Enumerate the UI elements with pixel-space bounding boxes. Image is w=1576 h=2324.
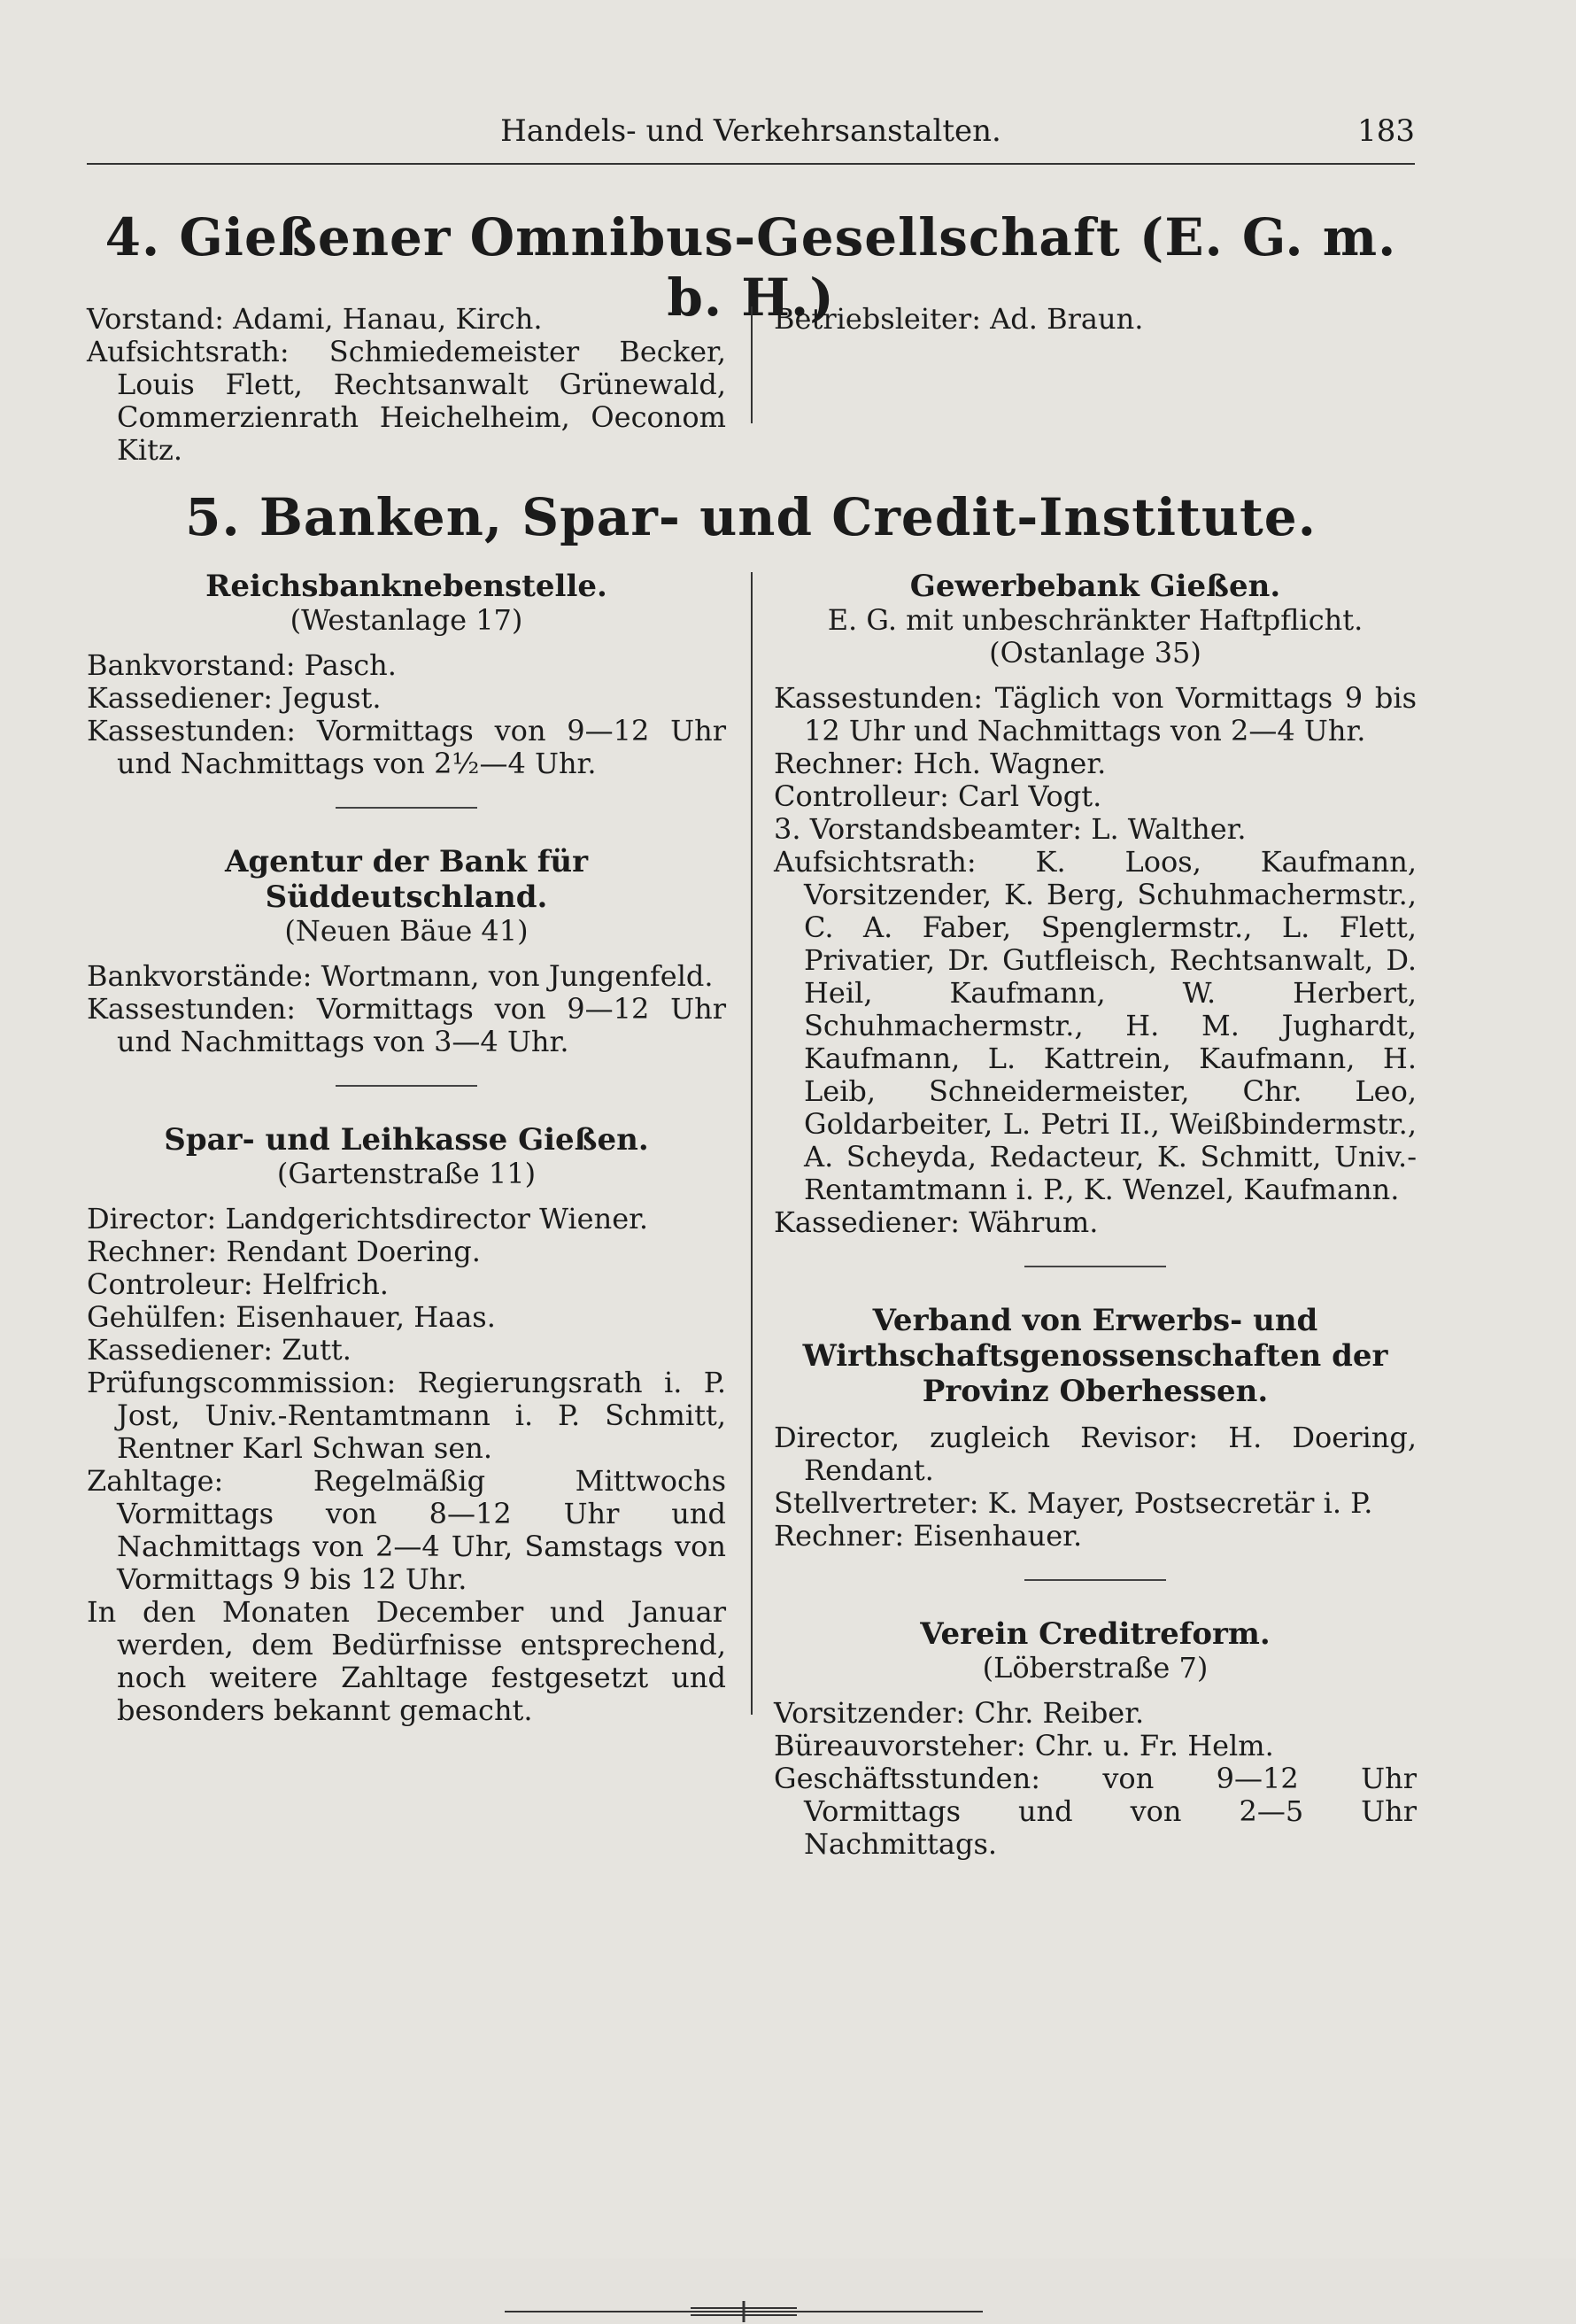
text-line: Gehülfen: Eisenhauer, Haas.	[87, 1300, 496, 1334]
block-separator	[1024, 1579, 1166, 1581]
text-line: Controleur: Helfrich.	[87, 1267, 389, 1301]
text-line: Büreauvorsteher: Chr. u. Fr. Helm.	[774, 1729, 1274, 1762]
section-5-title: 5. Banken, Spar- und Credit-Institute.	[185, 487, 1317, 547]
text-line: Aufsichtsrath: Schmiedemeister Becker, Louis Flett, Rechtsanwalt Grünewald, Commerzienrath Heichelheim, Oeconom Kitz.	[87, 335, 726, 467]
block-subtitle: E. G. mit unbeschränkter Haftpflicht.	[827, 603, 1364, 637]
text-line: Rechner: Rendant Doering.	[87, 1235, 481, 1268]
text-line: Geschäftsstunden: von 9—12 Uhr Vormittags und von 2—5 Uhr Nachmittags.	[774, 1762, 1417, 1861]
block-address: (Gartenstraße 11)	[276, 1157, 537, 1190]
text-line: Kassediener: Währum.	[774, 1205, 1099, 1239]
block-address: (Löberstraße 7)	[982, 1651, 1209, 1685]
block-separator	[336, 1085, 477, 1087]
block-address: (Ostanlage 35)	[989, 636, 1201, 670]
text-line: Vorsitzender: Chr. Reiber.	[774, 1696, 1145, 1730]
block-title: Verein Creditreform.	[920, 1616, 1271, 1652]
text-line: Controlleur: Carl Vogt.	[774, 779, 1102, 813]
text-line: Zahltage: Regelmäßig Mittwochs Vormittags von 8—12 Uhr und Nachmittags von 2—4 Uhr, Samstags von Vormittags 9 bis 12 Uhr.	[87, 1464, 726, 1596]
block-title: Gewerbebank Gießen.	[909, 569, 1281, 604]
text-line: In den Monaten December und Januar werden, dem Bedürfnisse entsprechend, noch weitere Zahltage festgesetzt und besonders bekannt gemacht.	[87, 1595, 726, 1727]
section-4-left-column	[87, 303, 726, 467]
block-address: (Neuen Bäue 41)	[284, 914, 529, 948]
section-5-right-column	[774, 569, 1417, 1861]
block-title: Reichsbanknebenstelle.	[205, 569, 607, 604]
column-divider	[751, 306, 753, 423]
section-4-title: 4. Gießener Omnibus-Gesellschaft (E. G. m. b. H.)	[104, 207, 1397, 328]
text-line: Vorstand: Adami, Hanau, Kirch.	[87, 302, 543, 336]
text-line: Kassediener: Jegust.	[87, 681, 382, 715]
text-line: Bankvorstand: Pasch.	[87, 648, 397, 682]
section-5-left-column	[87, 569, 726, 1727]
running-title: Handels- und Verkehrsanstalten.	[500, 113, 1001, 149]
block-separator	[336, 807, 477, 809]
text-line: Kassediener: Zutt.	[87, 1333, 352, 1367]
text-line: 3. Vorstandsbeamter: L. Walther.	[774, 812, 1247, 846]
text-line: Rechner: Hch. Wagner.	[774, 747, 1107, 780]
text-line: Aufsichtsrath: K. Loos, Kaufmann, Vorsitzender, K. Berg, Schuhmachermstr., C. A. Faber, Spenglermstr., L. Flett, Privatier, Dr. Gutfleisch, Rechtsanwalt, D. Heil, Kaufmann, W. Herbert, Schuhmachermstr., H. M. Jughardt, Kaufmann, L. Kattrein, Kaufmann, H. Leib, Schneidermeister, Chr. Leo, Goldarbeiter, L. Petri II., Weißbindermstr., A. Scheyda, Redacteur, K. Schmitt, Univ.-Rentamtmann i. P., K. Wenzel, Kaufmann.	[774, 845, 1417, 1206]
block-address: (Westanlage 17)	[290, 603, 523, 637]
header-rule	[87, 163, 1415, 165]
block-title: Agentur der Bank für Süddeutschland.	[225, 844, 588, 915]
text-line: Director, zugleich Revisor: H. Doering, Rendant.	[774, 1421, 1417, 1487]
text-line: Prüfungscommission: Regierungsrath i. P. Jost, Univ.-Rentamtmann i. P. Schmitt, Rentner Karl Schwan sen.	[87, 1366, 726, 1465]
end-ornament	[505, 2299, 983, 2324]
text-line: Bankvorstände: Wortmann, von Jungenfeld.	[87, 959, 714, 993]
block-title: Verband von Erwerbs- und Wirthschaftsgenossenschaften der Provinz Oberhessen.	[802, 1303, 1388, 1409]
section-4-right-column	[774, 303, 1417, 336]
block-title: Spar- und Leihkasse Gießen.	[164, 1122, 649, 1158]
column-divider	[751, 572, 753, 1715]
text-line: Rechner: Eisenhauer.	[774, 1519, 1083, 1553]
text-line: Director: Landgerichtsdirector Wiener.	[87, 1202, 649, 1236]
block-separator	[1024, 1266, 1166, 1267]
page-number: 183	[1357, 113, 1415, 149]
text-line: Kassestunden: Vormittags von 9—12 Uhr und Nachmittags von 3—4 Uhr.	[87, 992, 726, 1058]
running-header	[87, 113, 1415, 158]
text-line: Betriebsleiter: Ad. Braun.	[774, 302, 1144, 336]
text-line: Stellvertreter: K. Mayer, Postsecretär i. P.	[774, 1486, 1373, 1520]
text-line: Kassestunden: Vormittags von 9—12 Uhr und Nachmittags von 2½—4 Uhr.	[87, 714, 726, 780]
text-line: Kassestunden: Täglich von Vormittags 9 bis 12 Uhr und Nachmittags von 2—4 Uhr.	[774, 681, 1417, 748]
